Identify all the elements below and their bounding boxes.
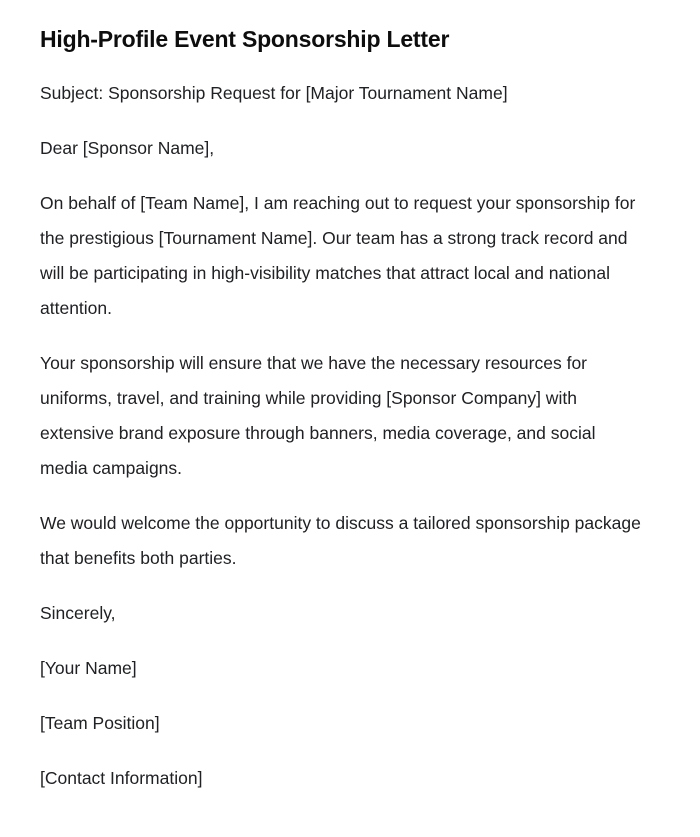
letter-paragraph: We would welcome the opportunity to discuss a tailored sponsorship package that benefits both parties. bbox=[40, 512, 641, 568]
letter-signature-name: [Your Name] bbox=[40, 657, 137, 678]
letter-paragraph: Your sponsorship will ensure that we have the necessary resources for uniforms, travel, and training while providing [Sponsor Company] with extensive brand exposure through banners, media coverage, and social media campaigns. bbox=[40, 352, 596, 478]
letter-closing: Sincerely, bbox=[40, 602, 116, 623]
letter-title: High-Profile Event Sponsorship Letter bbox=[40, 26, 450, 52]
letter-signature-position: [Team Position] bbox=[40, 712, 160, 733]
letter-signature-contact: [Contact Information] bbox=[40, 767, 203, 788]
letter-subject-line: Subject: Sponsorship Request for [Major Tournament Name] bbox=[40, 82, 508, 103]
letter-paragraph: On behalf of [Team Name], I am reaching out to request your sponsorship for the prestigious [Tournament Name]. Our team has a strong track record and will be participating in high-visibility matches that attract local and national attention. bbox=[40, 192, 636, 318]
letter-salutation: Dear [Sponsor Name], bbox=[40, 137, 215, 158]
